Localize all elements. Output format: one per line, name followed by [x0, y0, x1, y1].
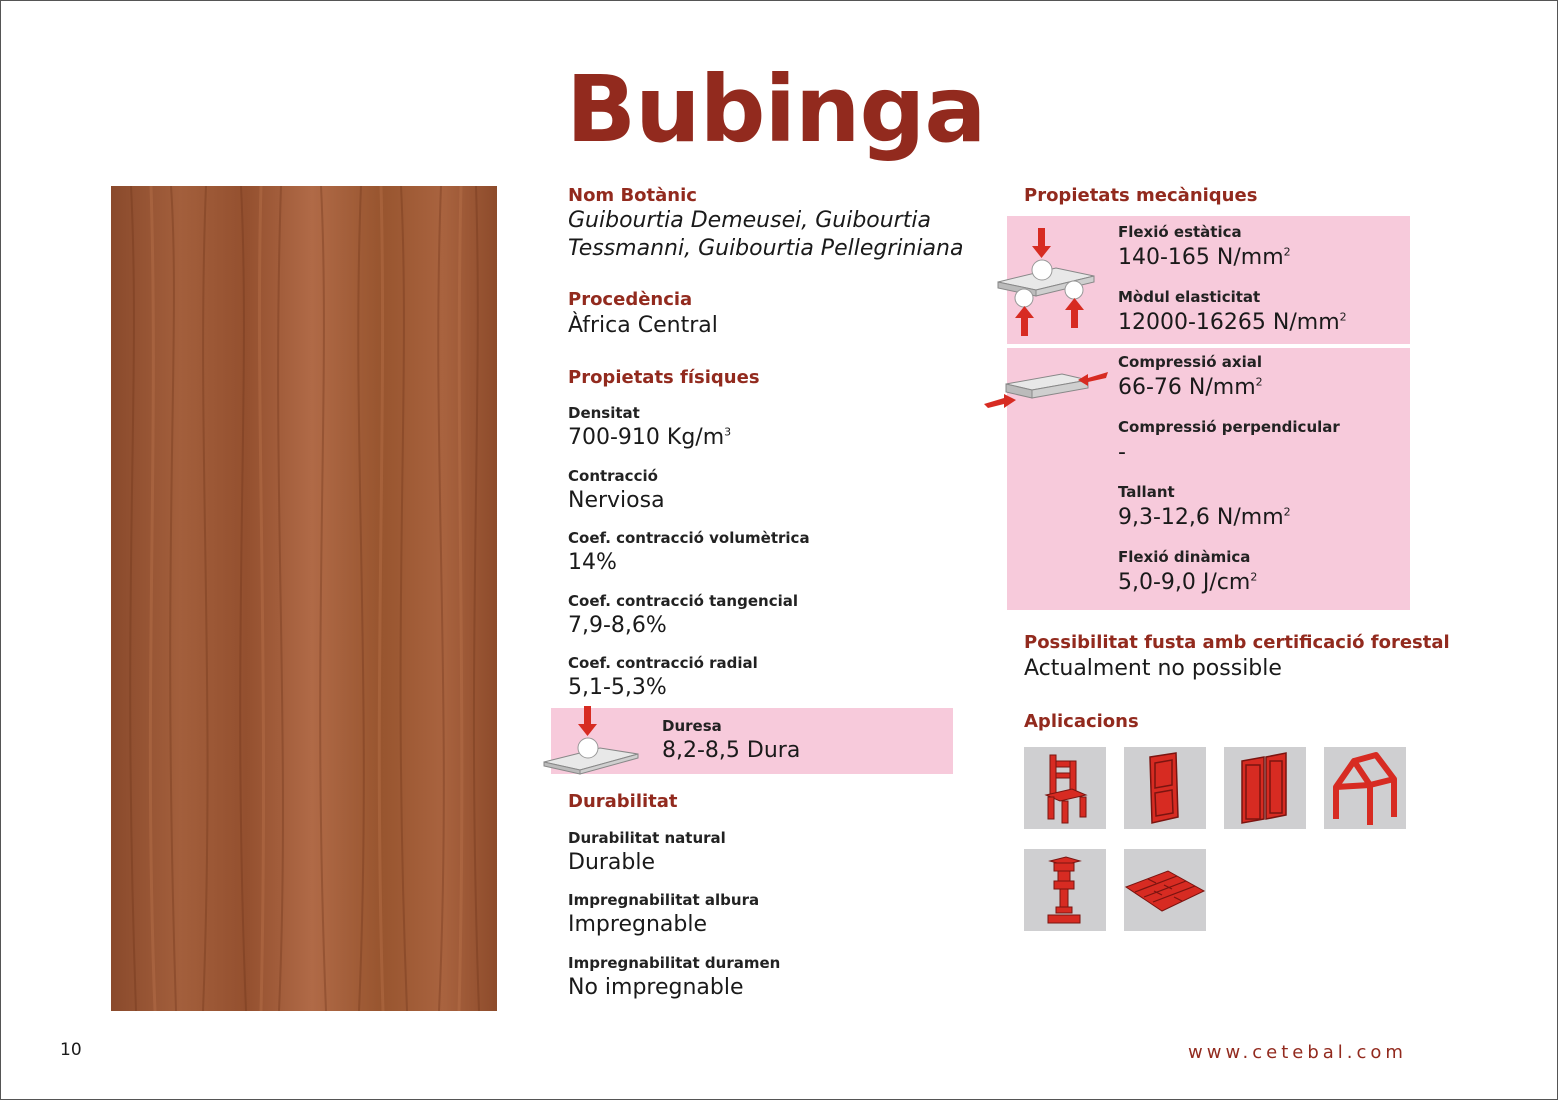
- albura-value: Impregnable: [568, 912, 707, 937]
- densitat-label: Densitat: [568, 404, 640, 422]
- duresa-label: Duresa: [662, 717, 722, 735]
- bending-test-icon: [994, 226, 1100, 340]
- albura-label: Impregnabilitat albura: [568, 891, 760, 909]
- fisiques-heading: Propietats físiques: [568, 367, 760, 388]
- procedencia-heading: Procedència: [568, 289, 693, 310]
- modul-label: Mòdul elasticitat: [1118, 288, 1261, 306]
- flexio-dinamica-label: Flexió dinàmica: [1118, 548, 1251, 566]
- double-door-icon: [1224, 747, 1306, 829]
- hardness-test-icon: [540, 704, 644, 778]
- page-number: 10: [60, 1040, 82, 1060]
- aplicacions-heading: Aplicacions: [1024, 711, 1139, 732]
- volumetrica-value: 14%: [568, 550, 617, 575]
- chair-icon: [1024, 747, 1106, 829]
- natural-value: Durable: [568, 850, 656, 875]
- flexio-estatica-value: 140-165 $N/mm^2$: [1118, 245, 1291, 270]
- roof-frame-icon: [1324, 747, 1406, 829]
- compressio-perp-label: Compressió perpendicular: [1118, 418, 1340, 436]
- door-icon: [1124, 747, 1206, 829]
- parquet-floor-icon: [1124, 849, 1206, 931]
- duramen-value: No impregnable: [568, 975, 744, 1000]
- certificacio-value: Actualment no possible: [1024, 656, 1282, 681]
- compression-test-icon: [982, 360, 1112, 416]
- page-title: Bubinga: [566, 56, 986, 163]
- procedencia-value: Àfrica Central: [568, 313, 718, 338]
- tangencial-value: 7,9-8,6%: [568, 613, 667, 638]
- tallant-label: Tallant: [1118, 483, 1175, 501]
- mecaniques-heading: Propietats mecàniques: [1024, 185, 1258, 206]
- contraccio-label: Contracció: [568, 467, 658, 485]
- densitat-value: 700-910 $Kg/m^3$: [568, 425, 732, 450]
- nom-botanic-heading: Nom Botànic: [568, 185, 697, 206]
- tangencial-label: Coef. contracció tangencial: [568, 592, 798, 610]
- modul-value: 12000-16265 $N/mm^2$: [1118, 310, 1347, 335]
- flexio-estatica-label: Flexió estàtica: [1118, 223, 1242, 241]
- nom-botanic-line1: Guibourtia Demeusei, Guibourtia: [568, 208, 931, 233]
- radial-value: 5,1-5,3%: [568, 675, 667, 700]
- duresa-value: 8,2-8,5 Dura: [662, 738, 801, 763]
- nom-botanic-line2: Tessmanni, Guibourtia Pellegriniana: [568, 236, 964, 261]
- volumetrica-label: Coef. contracció volumètrica: [568, 529, 810, 547]
- wood-sample-image: [111, 186, 497, 1011]
- compressio-perp-value: -: [1118, 440, 1126, 465]
- contraccio-value: Nerviosa: [568, 488, 665, 513]
- compressio-axial-value: 66-76 $N/mm^2$: [1118, 375, 1263, 400]
- certificacio-heading: Possibilitat fusta amb certificació forestal: [1024, 632, 1450, 653]
- radial-label: Coef. contracció radial: [568, 654, 758, 672]
- flexio-dinamica-value: 5,0-9,0 $J/cm^2$: [1118, 570, 1258, 595]
- website-link[interactable]: www.cetebal.com: [1188, 1042, 1407, 1063]
- duramen-label: Impregnabilitat duramen: [568, 954, 781, 972]
- tallant-value: 9,3-12,6 $N/mm^2$: [1118, 505, 1291, 530]
- baluster-icon: [1024, 849, 1106, 931]
- compressio-axial-label: Compressió axial: [1118, 353, 1262, 371]
- natural-label: Durabilitat natural: [568, 829, 726, 847]
- durabilitat-heading: Durabilitat: [568, 791, 678, 812]
